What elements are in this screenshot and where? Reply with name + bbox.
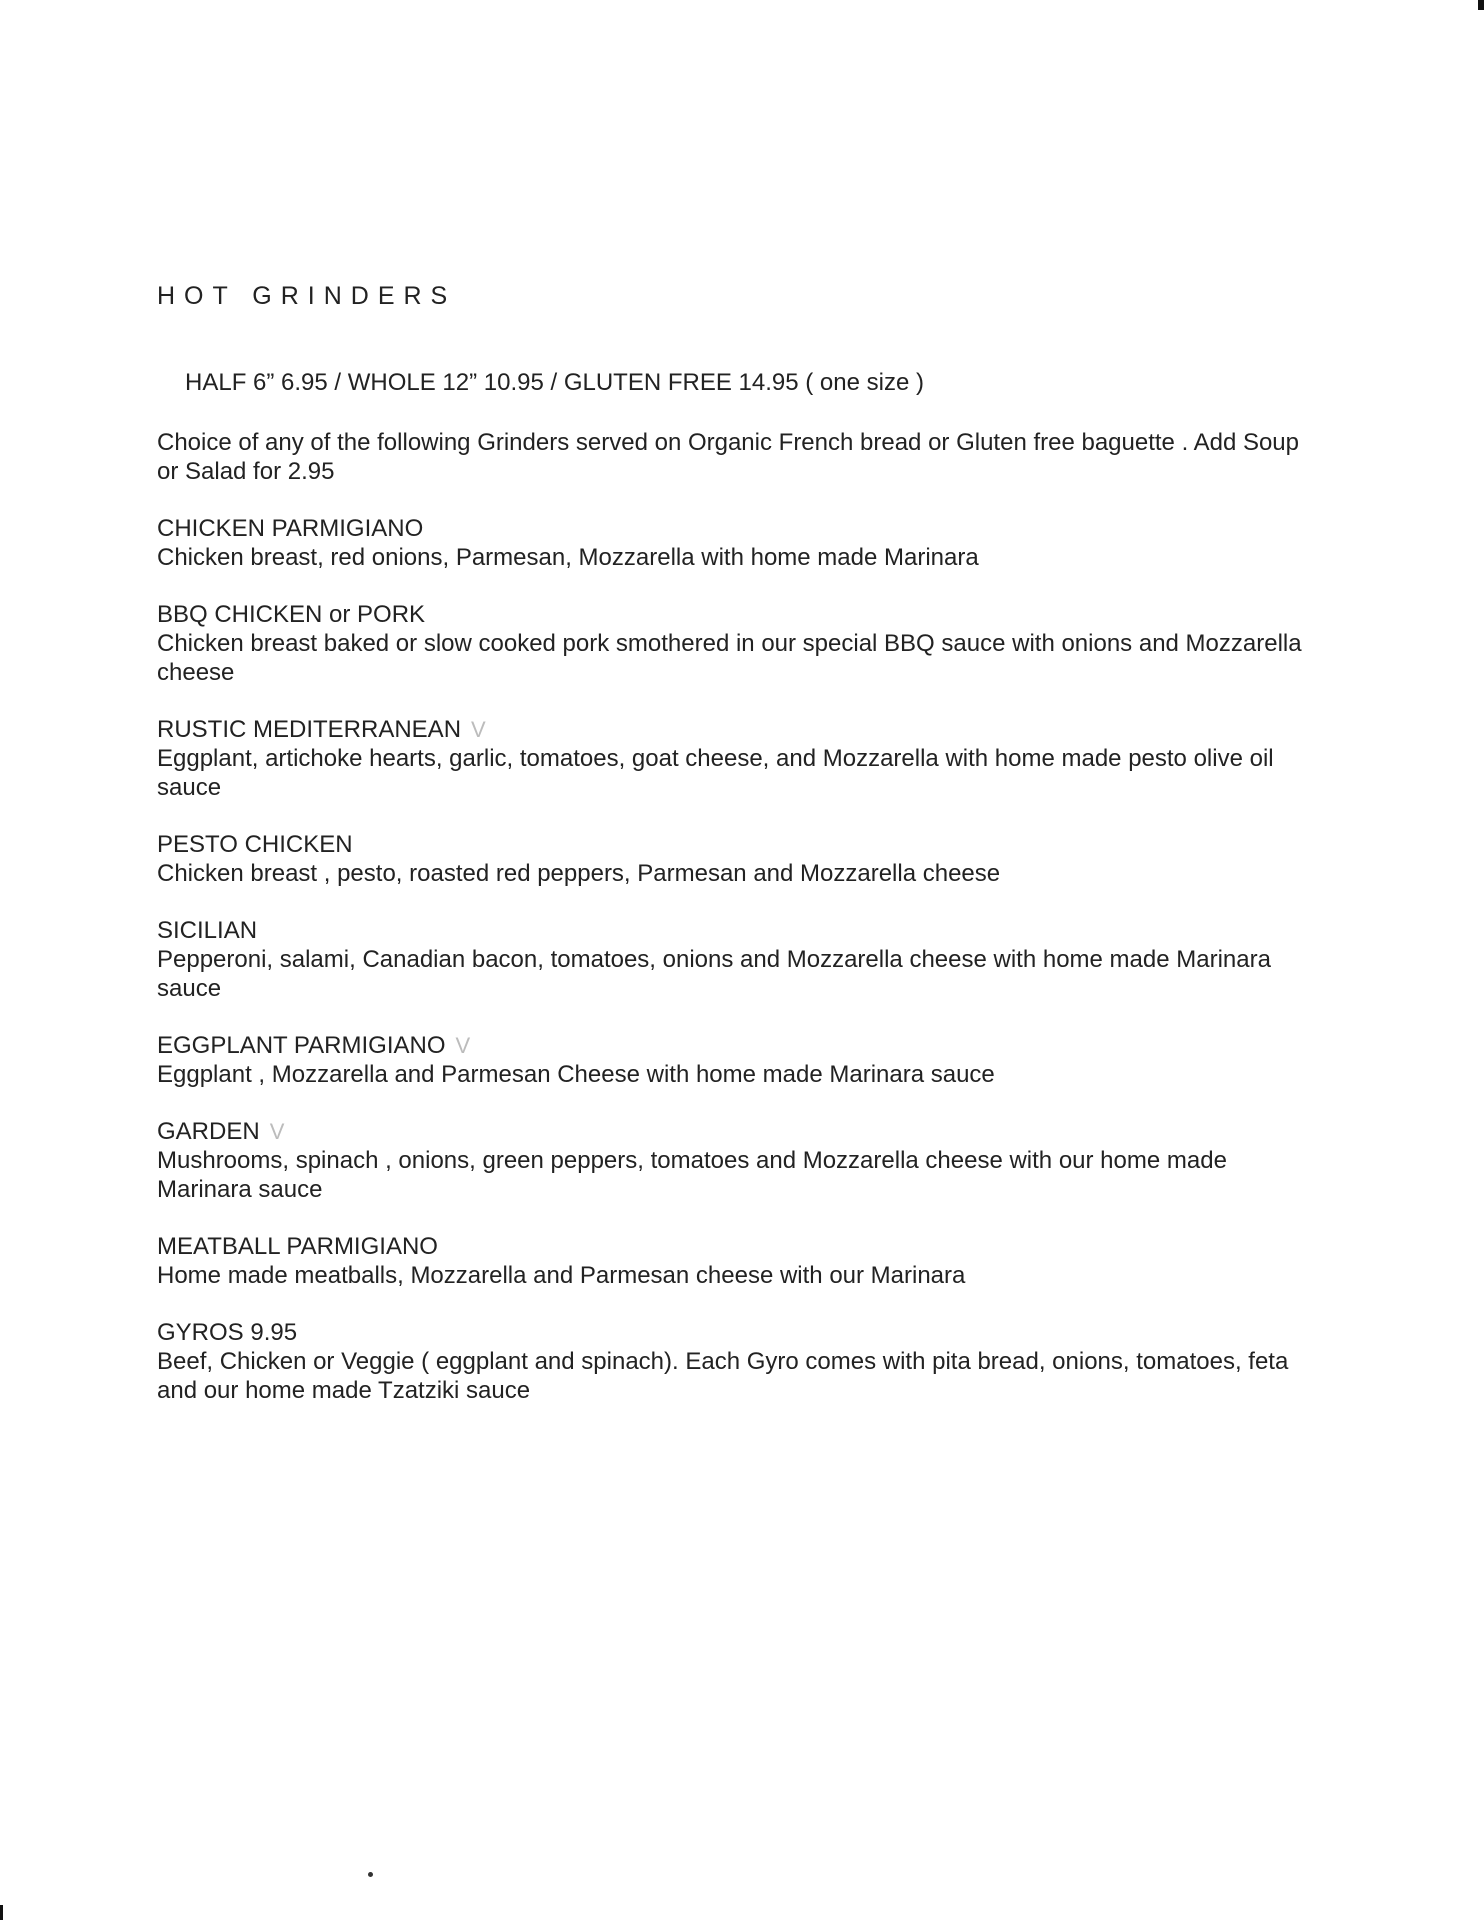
item-name: RUSTIC MEDITERRANEAN <box>157 716 462 743</box>
item-description: Chicken breast baked or slow cooked pork smothered in our special BBQ sauce with onions and Mozzarella cheese <box>157 630 1302 686</box>
item-description: Chicken breast, red onions, Parmesan, Mozzarella with home made Marinara <box>157 544 979 571</box>
scan-corner-mark <box>1478 0 1484 10</box>
item-name: MEATBALL PARMIGIANO <box>157 1233 438 1260</box>
menu-item <box>157 830 1307 888</box>
item-description: Pepperoni, salami, Canadian bacon, tomatoes, onions and Mozzarella cheese with home made Marinara sauce <box>157 946 1271 1002</box>
price-line: HALF 6” 6.95 / WHOLE 12” 10.95 / GLUTEN FREE 14.95 ( one size ) <box>185 369 924 396</box>
menu-item <box>157 514 1307 572</box>
menu-item <box>157 600 1307 687</box>
vegetarian-marker: V <box>269 1119 285 1144</box>
item-description: Eggplant, artichoke hearts, garlic, tomatoes, goat cheese, and Mozzarella with home made pesto olive oil sauce <box>157 745 1274 801</box>
intro-text: Choice of any of the following Grinders served on Organic French bread or Gluten free baguette . Add Soup or Salad for 2.95 <box>157 429 1300 485</box>
item-description: Chicken breast , pesto, roasted red peppers, Parmesan and Mozzarella cheese <box>157 860 1001 887</box>
item-name: SICILIAN <box>157 917 258 944</box>
scan-corner-mark <box>0 1905 3 1920</box>
menu-item <box>157 1232 1307 1290</box>
menu-item <box>157 715 1307 802</box>
item-description: Mushrooms, spinach , onions, green peppers, tomatoes and Mozzarella cheese with our home made Marinara sauce <box>157 1147 1227 1203</box>
item-name: GYROS 9.95 <box>157 1319 298 1346</box>
scan-speck <box>368 1872 373 1877</box>
menu-item <box>157 916 1307 1003</box>
item-name: PESTO CHICKEN <box>157 831 353 858</box>
menu-items-list <box>157 514 1307 1433</box>
item-name: GARDEN <box>157 1118 260 1145</box>
vegetarian-marker: V <box>455 1033 471 1058</box>
menu-title: HOT GRINDERS <box>157 282 457 310</box>
menu-item <box>157 1031 1307 1089</box>
item-name: BBQ CHICKEN or PORK <box>157 601 426 628</box>
item-description: Beef, Chicken or Veggie ( eggplant and spinach). Each Gyro comes with pita bread, onions, tomatoes, feta and our home made Tzatziki sauce <box>157 1348 1289 1404</box>
menu-item <box>157 1318 1307 1405</box>
item-name: CHICKEN PARMIGIANO <box>157 515 424 542</box>
item-description: Eggplant , Mozzarella and Parmesan Cheese with home made Marinara sauce <box>157 1061 995 1088</box>
vegetarian-marker: V <box>471 717 486 742</box>
item-name: EGGPLANT PARMIGIANO <box>157 1032 446 1059</box>
item-description: Home made meatballs, Mozzarella and Parmesan cheese with our Marinara <box>157 1262 966 1289</box>
menu-item <box>157 1117 1307 1204</box>
